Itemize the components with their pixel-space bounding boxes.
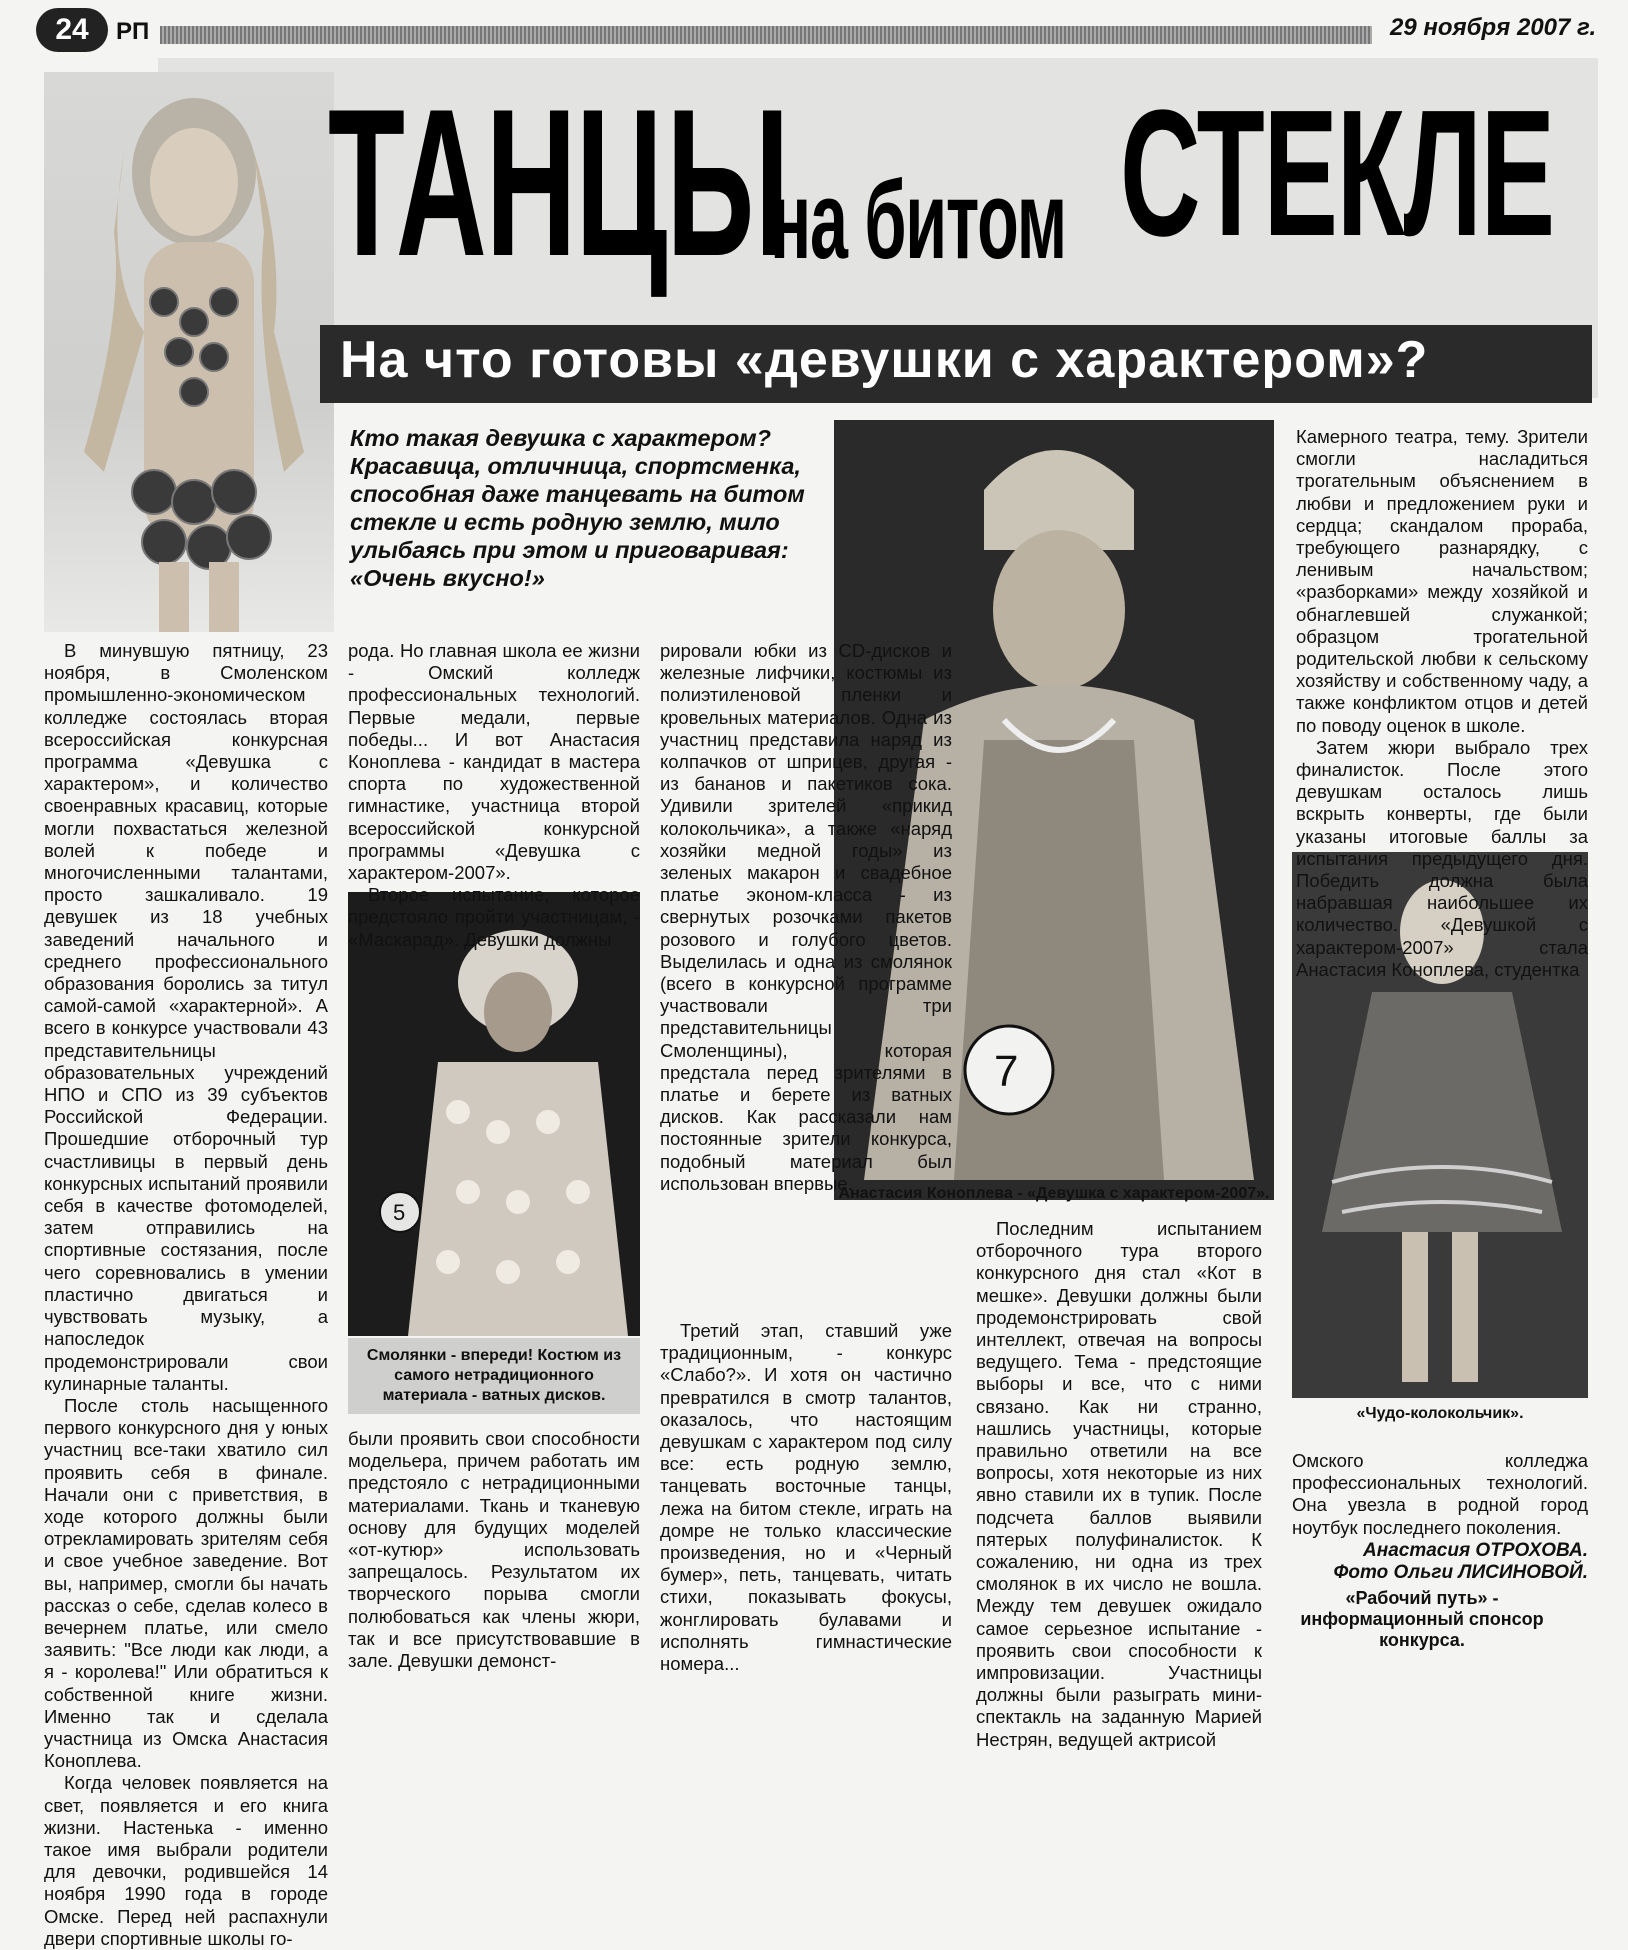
lead-paragraph: Кто такая девушка с характером? Красавица, отличница, спортсменка, способная даже танцевать на битом стекле и есть родную землю, мило улыбаясь при этом и приговаривая: «Очень вкусно!» bbox=[350, 425, 805, 591]
svg-text:7: 7 bbox=[994, 1047, 1019, 1096]
photo-cotton-pad-dress bbox=[348, 892, 640, 1336]
paragraph: После столь насыщенного первого конкурсного дня у юных участниц все-таки хватило сил проявить себя в финале. Начали они с приветствия, в ходе которого должны были отрекламировать зрителям себя и свое учебное заведение. Вот вы, например, смогли бы начать рассказ о себе, сделав колесо в вечернем платье, или смело заявить: "Все люди как люди, а я - королева!" Или обратиться к собственной книге жизни. Именно так и сделала участница из Омска Анастасия Коноплева. bbox=[44, 1394, 328, 1772]
photo-credit: Фото Ольги ЛИСИНОВОЙ. bbox=[1333, 1562, 1588, 1583]
photo-cotton-pad-dress-illustration bbox=[348, 892, 640, 1336]
paragraph: были проявить свои способности модельера, причем работать им предстояло с нетрадиционными материалами. Ткань и тканевую основу для будущих моделей «от-кутюр» использовать запрещалось. Результатом их творческого порыва смогли полюбоваться как члены жюри, так и все присутствовавшие в зале. Девушки демонст- bbox=[348, 1428, 640, 1672]
svg-text:5: 5 bbox=[393, 1200, 406, 1225]
paragraph: Последним испытанием отборочного тура второго конкурсного дня стал «Кот в мешке». Девушки должны были продемонстрировать свой интеллект, отвечая на вопросы ведущего. Тема - предстоящие выборы и все, что с ними связано. Как ни странно, нашлись участницы, которые правильно ответили на все вопросы, хотя некоторые из них явно ставили их в тупик. После подсчета баллов выявили пятерых полуфиналисток. К сожалению, ни одна из трех смолянок в их число не вошла. Между тем девушек ожидало самое серьезное испытание - проявить свои способности к импровизации. Участницы должны были разыграть мини-спектакль на заданную Марией Нестрян, ведущей актрисой bbox=[976, 1218, 1262, 1750]
photo-caption-cotton-pad: Смолянки - впереди! Костюм из самого нетрадиционного материала - ватных дисков. bbox=[348, 1338, 640, 1414]
headline-word-1: ТАНЦЫ bbox=[328, 65, 789, 300]
article-column-3-bottom bbox=[660, 1320, 952, 1675]
page-number: 24 bbox=[36, 8, 108, 52]
article-column-1 bbox=[44, 640, 328, 1950]
author-credits bbox=[1292, 1540, 1588, 1584]
article-column-3-top bbox=[660, 640, 952, 1195]
article-column-4 bbox=[976, 1218, 1262, 1751]
paragraph: Когда человек появляется на свет, появляется и его книга жизни. Настенька - именно такое имя выбрали родители для девочки, родившейся 14 ноября 1990 года в городе Омске. Перед ней распахнули двери спортивные школы го- bbox=[44, 1772, 328, 1949]
author-name: Анастасия ОТРОХОВА. bbox=[1363, 1540, 1588, 1561]
paragraph: рировали юбки из CD-дисков и железные лифчики, костюмы из полиэтиленовой пленки и кровельных материалов. Одна из участниц представила наряд из колпачков от шприцев, другая - из бананов и пакетиков сока. Удивили зрителей «прикид колокольчика», а также «наряд хозяйки медной годы» из зеленых макарон и свадебное платье эконом-класса - из свернутых розочками пакетов розового и голубого цветов. Выделилась и одна из смолянок (всего в конкурсной программе участвовали три представительницы Смоленщины), которая предстала перед зрителями в платье и берете из ватных дисков. Как рассказали нам постоянные зрители конкурса, подобный материал был использован впервые. bbox=[660, 640, 952, 1194]
photo-girl-cd-costume-illustration bbox=[44, 72, 334, 632]
article-column-2-top bbox=[348, 640, 640, 951]
paragraph: Второе испытание, которое предстояло пройти участницам, - «Маскарад». Девушки должны bbox=[348, 884, 640, 950]
article-column-2-bottom bbox=[348, 1428, 640, 1672]
photo-girl-cd-costume bbox=[44, 72, 334, 632]
paper-abbreviation: РП bbox=[116, 18, 150, 45]
sponsor-note: «Рабочий путь» - информационный спонсор конкурса. bbox=[1300, 1588, 1544, 1650]
paragraph: Камерного театра, тему. Зрители смогли насладиться трогательным объяснением в любви и предложением руки и сердца; скандалом прораба, требующего разнарядку, с ленивым начальством; «разборками» между хозяйкой и обнаглевшей служанкой; образцом трогательной родительской любви к сельскому хозяйству и собственному чаду, а также конфликтом отцов и детей по поводу оценок в школе. bbox=[1296, 426, 1588, 736]
photo-caption-winner: Анастасия Коноплева - «Девушка с характером-2007». bbox=[838, 1185, 1270, 1202]
header-rule bbox=[160, 26, 1372, 44]
paragraph: В минувшую пятницу, 23 ноября, в Смоленском промышленно-экономическом колледже состоялась вторая всероссийская конкурсная программа «Девушка с характером», и количество своенравных красавиц, которые могли похвастаться железной волей к победе и многочисленными талантами, просто зашкаливало. 19 девушек из 18 учебных заведений начального и среднего профессионального образования боролись за титул самой-самой «характерной». А всего в конкурсе участвовали 43 представительницы образовательных учреждений НПО и СПО из 39 субъектов Российской Федерации. Прошедшие отборочный тур счастливицы в первый день конкурсных испытаний проявили себя в качестве фотомоделей, затем отправились на спортивные состязания, после чего соревновались в умении пластично двигаться и чувствовать музыку, а напоследок продемонстрировали свои кулинарные таланты. bbox=[44, 640, 328, 1394]
paragraph: Третий этап, ставший уже традиционным, - конкурс «Слабо?». И хотя он частично превратился в смотр талантов, оказалось, что настоящим девушкам с характером под силу все: есть родную землю, танцевать восточные танцы, лежа на битом стекле, играть на домре не только классические произведения, но и «Черный бумер», петь, танцевать, читать стихи, показывать фокусы, жонглировать булавами и исполнять гимнастические номера... bbox=[660, 1320, 952, 1675]
headline-word-3: СТЕКЛЕ bbox=[1120, 73, 1554, 274]
headline-subtitle: На что готовы «девушки с характером»? bbox=[340, 331, 1429, 389]
publication-date: 29 ноября 2007 г. bbox=[1390, 14, 1597, 41]
article-column-5-top bbox=[1296, 426, 1588, 981]
headline-word-2: на битом bbox=[770, 159, 1066, 282]
paragraph: рода. Но главная школа ее жизни - Омский колледж профессиональных технологий. Первые медали, первые победы... И вот Анастасия Коноплева - кандидат в мастера спорта по художественной гимнастике, участница второй всероссийской конкурсной программы «Девушка с характером-2007». bbox=[348, 640, 640, 884]
photo-caption-bell: «Чудо-колокольчик». bbox=[1356, 1405, 1524, 1422]
paragraph: Омского колледжа профессиональных технологий. Она увезла в родной город ноутбук последнего поколения. bbox=[1292, 1450, 1588, 1538]
article-column-5-bottom bbox=[1292, 1450, 1588, 1539]
paragraph: Затем жюри выбрало трех финалисток. После этого девушкам осталось лишь вскрыть конверты, где были указаны итоговые баллы за испытания предыдущего дня. Победить должна была набравшая наибольшее их количество. «Девушкой с характером-2007» стала Анастасия Коноплева, студентка bbox=[1296, 736, 1588, 980]
